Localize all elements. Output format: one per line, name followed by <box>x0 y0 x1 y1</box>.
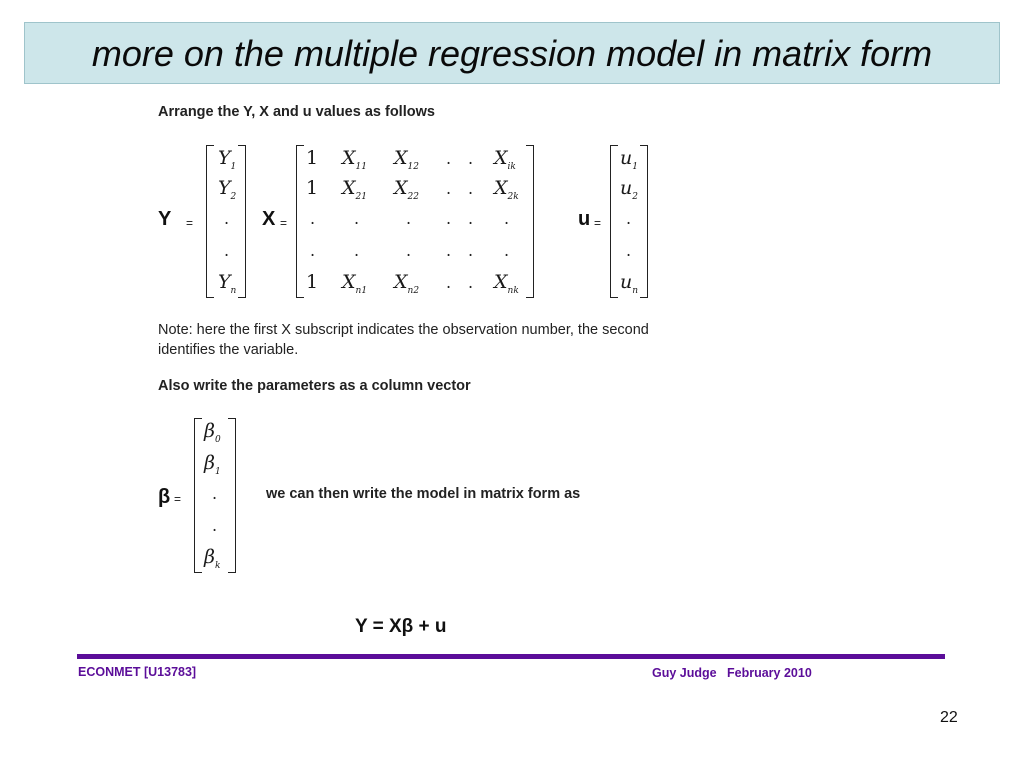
u2-subscript: 2 <box>632 192 638 202</box>
x-symbol: X <box>494 147 508 169</box>
x-symbol: X <box>342 177 356 199</box>
right-bracket <box>526 145 534 298</box>
x-dot: . <box>446 241 452 260</box>
x-subscript: nk <box>507 286 519 296</box>
y1-symbol: Y <box>218 147 231 169</box>
note-line-2: identifies the variable. <box>158 342 299 358</box>
x-dot: . <box>446 149 452 168</box>
x-subscript: n2 <box>407 286 420 296</box>
y-vector <box>206 145 246 298</box>
x-symbol: X <box>342 271 356 293</box>
right-bracket <box>238 145 246 298</box>
note-line-1: Note: here the first X subscript indicates the observation number, the second <box>158 322 649 338</box>
yn-subscript: n <box>230 286 237 296</box>
x-subscript: n1 <box>355 286 368 296</box>
x-symbol: X <box>494 271 508 293</box>
note-text <box>158 320 649 360</box>
beta-dot-4: . <box>212 516 218 535</box>
x-dot: . <box>446 273 452 292</box>
x-dot: . <box>310 241 316 260</box>
x-dot: . <box>406 241 412 260</box>
beta-label: β <box>158 486 171 508</box>
beta-vector <box>194 418 236 573</box>
params-text: Also write the parameters as a column vector <box>158 378 471 394</box>
x-cell-1-1: 1 <box>306 147 319 169</box>
x-symbol: X <box>342 147 356 169</box>
y2-subscript: 2 <box>230 192 237 202</box>
x-symbol: X <box>394 147 408 169</box>
x-symbol: X <box>394 271 408 293</box>
model-text: we can then write the model in matrix form as <box>266 486 581 502</box>
x-dot: . <box>406 209 412 228</box>
x-dot: . <box>468 209 474 228</box>
y2-symbol: Y <box>218 177 231 199</box>
right-bracket <box>640 145 648 298</box>
intro-text: Arrange the Y, X and u values as follows <box>158 104 435 120</box>
left-bracket <box>206 145 214 298</box>
beta0-subscript: 0 <box>214 435 221 445</box>
slide-title: more on the multiple regression model in matrix form <box>91 33 933 74</box>
y-dot-4: . <box>224 241 230 260</box>
slide-number: 22 <box>940 709 958 726</box>
betak-symbol: β <box>204 546 215 568</box>
x-symbol: X <box>394 177 408 199</box>
betak-subscript: k <box>214 561 221 571</box>
left-bracket <box>296 145 304 298</box>
beta-equals: = <box>174 492 182 506</box>
title-bar <box>24 22 1000 84</box>
u-vector <box>610 145 648 298</box>
u1-symbol: u <box>620 147 633 169</box>
y-label: Y <box>158 208 172 230</box>
x-dot: . <box>504 209 510 228</box>
x-dot: . <box>354 241 360 260</box>
footer-author-date: Guy Judge February 2010 <box>652 666 812 680</box>
x-dot: . <box>468 273 474 292</box>
u-dot-3: . <box>626 209 632 228</box>
x-dot: . <box>504 241 510 260</box>
un-symbol: u <box>620 271 633 293</box>
y1-subscript: 1 <box>230 162 237 172</box>
un-subscript: n <box>632 286 639 296</box>
yn-symbol: Y <box>218 271 231 293</box>
x-dot: . <box>468 149 474 168</box>
u-equals: = <box>594 216 602 230</box>
x-subscript: ik <box>507 162 516 172</box>
x-matrix <box>296 145 534 298</box>
left-bracket <box>610 145 618 298</box>
x-cell-2-1: 1 <box>306 177 319 199</box>
footer-divider <box>77 654 945 659</box>
u-dot-4: . <box>626 241 632 260</box>
left-bracket <box>194 418 202 573</box>
x-dot: . <box>354 209 360 228</box>
right-bracket <box>228 418 236 573</box>
x-equals: = <box>280 216 288 230</box>
x-subscript: 21 <box>355 192 367 202</box>
x-dot: . <box>310 209 316 228</box>
beta0-symbol: β <box>204 420 215 442</box>
footer-course: ECONMET [U13783] <box>78 665 197 679</box>
beta1-symbol: β <box>204 452 215 474</box>
y-equals: = <box>186 216 194 230</box>
beta-dot-3: . <box>212 484 218 503</box>
x-dot: . <box>468 241 474 260</box>
u2-symbol: u <box>620 177 633 199</box>
x-subscript: 22 <box>407 192 419 202</box>
x-dot: . <box>468 179 474 198</box>
x-dot: . <box>446 179 452 198</box>
y-dot-3: . <box>224 209 230 228</box>
x-subscript: 2k <box>507 192 519 202</box>
x-cell-n-1: 1 <box>306 271 319 293</box>
x-subscript: 11 <box>355 162 367 172</box>
final-equation: Y = Xβ + u <box>355 616 447 637</box>
u-label: u <box>578 208 591 230</box>
beta1-subscript: 1 <box>214 467 221 477</box>
x-subscript: 12 <box>407 162 419 172</box>
u1-subscript: 1 <box>632 162 638 172</box>
x-symbol: X <box>494 177 508 199</box>
x-dot: . <box>446 209 452 228</box>
x-label: X <box>262 208 276 230</box>
